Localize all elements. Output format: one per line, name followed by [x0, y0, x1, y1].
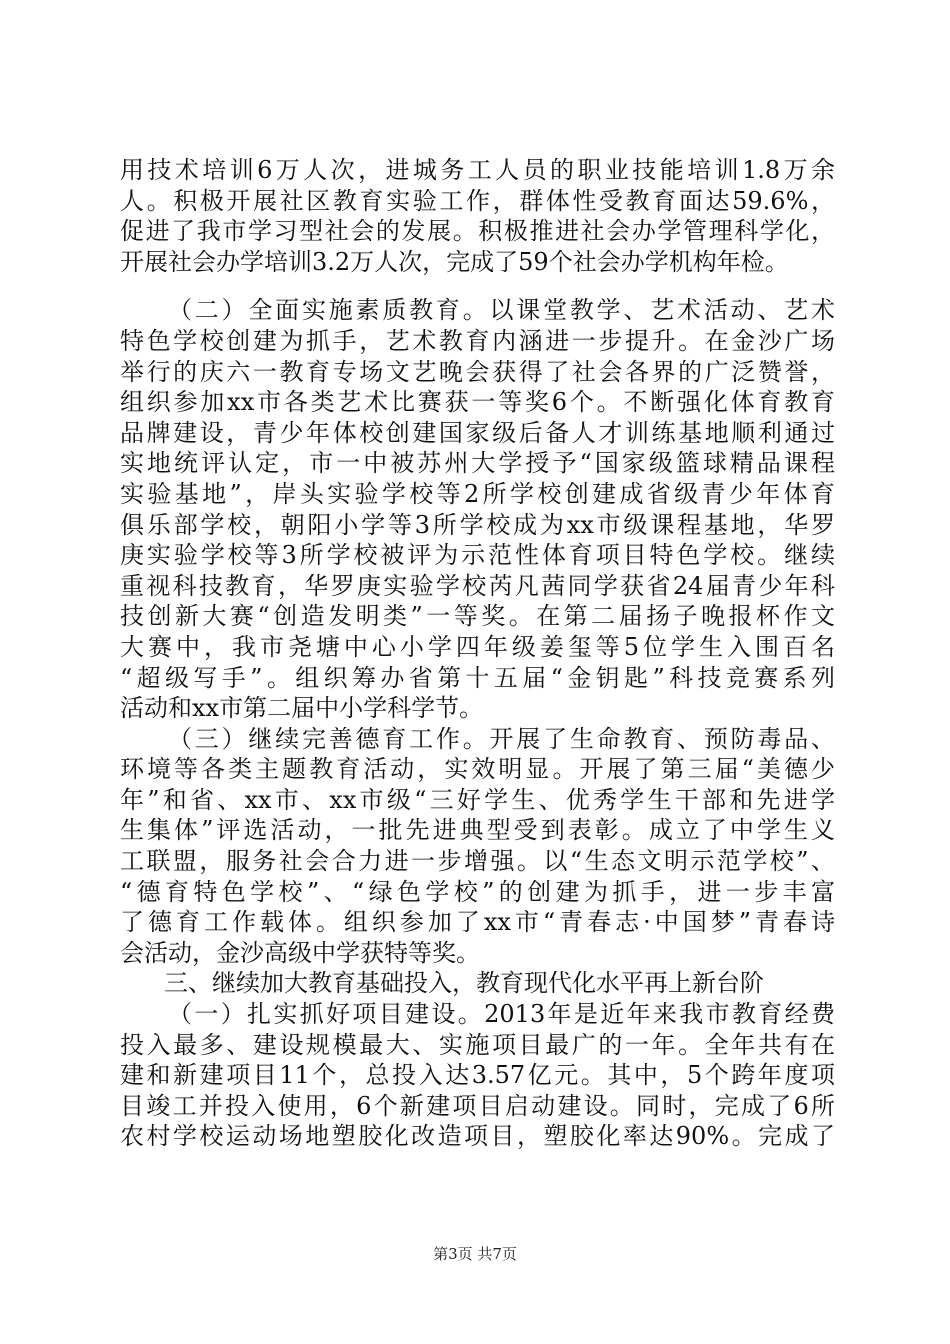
text-line: 工联盟，服务社会合力进一步增强。以“生态文明示范学校”、: [120, 847, 835, 876]
text-line: 特色学校创建为抓手，艺术教育内涵进一步提升。在金沙广场: [120, 326, 835, 355]
text-line: 重视科技教育，华罗庚实验学校芮凡茜同学获省24届青少年科: [120, 571, 835, 600]
text-line: 俱乐部学校，朝阳小学等3所学校成为xx市级课程基地，华罗: [120, 510, 835, 539]
text-line: 促进了我市学习型社会的发展。积极推进社会办学管理科学化，: [120, 217, 835, 246]
text-line: 生集体”评选活动，一批先进典型受到表彰。成立了中学生义: [120, 816, 835, 845]
text-line: 人。积极开展社区教育实验工作，群体性受教育面达59.6%，: [120, 186, 835, 215]
text-line: 组织参加xx市各类艺术比赛获一等奖6个。不断强化体育教育: [120, 388, 835, 417]
text-line: 品牌建设，青少年体校创建国家级后备人才训练基地顺利通过: [120, 418, 835, 447]
text-line: 年”和省、xx市、xx市级“三好学生、优秀学生干部和先进学: [120, 785, 835, 814]
paragraph-project-construction: [120, 999, 835, 1152]
text-line: （一）扎实抓好项目建设。2013年是近年来我市教育经费: [168, 1000, 835, 1029]
text-line: “德育特色学校”、“绿色学校”的创建为抓手，进一步丰富: [120, 877, 835, 906]
text-line: 技创新大赛“创造发明类”一等奖。在第二届扬子晚报杯作文: [120, 602, 835, 631]
paragraph-gap: [120, 277, 835, 295]
section-heading: [120, 968, 835, 999]
text-line: 实验基地”，岸头实验学校等2所学校创建成省级青少年体育: [120, 479, 835, 508]
text-line: 建和新建项目11个，总投入达3.57亿元。其中，5个跨年度项: [120, 1061, 835, 1090]
text-line: 活动和xx市第二届中小学科学节。: [120, 694, 484, 723]
text-line: 投入最多、建设规模最大、实施项目最广的一年。全年共有在: [120, 1030, 835, 1059]
text-line: 目竣工并投入使用，6个新建项目启动建设。同时，完成了6所: [120, 1091, 835, 1120]
text-line: 举行的庆六一教育专场文艺晚会获得了社会各界的广泛赞誉，: [120, 357, 835, 386]
text-line: 了德育工作载体。组织参加了xx市“青春志·中国梦”青春诗: [120, 908, 835, 937]
text-line: 环境等各类主题教育活动，实效明显。开展了第三届“美德少: [120, 755, 835, 784]
text-line: （三）继续完善德育工作。开展了生命教育、预防毒品、: [168, 724, 835, 753]
text-line: 用技术培训6万人次，进城务工人员的职业技能培训1.8万余: [120, 156, 835, 184]
text-line: 农村学校运动场地塑胶化改造项目，塑胶化率达90%。完成了: [120, 1122, 835, 1151]
paragraph-moral-education: [120, 724, 835, 969]
page-number-footer: 第3页 共7页: [433, 1245, 517, 1263]
text-line: （二）全面实施素质教育。以课堂教学、艺术活动、艺术: [168, 296, 835, 325]
text-line: 庚实验学校等3所学校被评为示范性体育项目特色学校。继续: [120, 541, 835, 570]
paragraph-community-education: [120, 155, 835, 277]
text-line: 开展社会办学培训3.2万人次，完成了59个社会办学机构年检。: [120, 247, 789, 276]
text-line: 会活动，金沙高级中学获特等奖。: [120, 938, 480, 967]
text-line: “超级写手”。组织筹办省第十五届“金钥匙”科技竞赛系列: [120, 663, 835, 692]
heading-line: 三、继续加大教育基础投入，教育现代化水平再上新台阶: [164, 969, 764, 998]
text-line: 实地统评认定，市一中被苏州大学授予“国家级篮球精品课程: [120, 449, 835, 478]
document-body: [120, 155, 835, 1152]
paragraph-quality-education: [120, 295, 835, 723]
text-line: 大赛中，我市尧塘中心小学四年级姜玺等5位学生入围百名: [120, 632, 835, 661]
